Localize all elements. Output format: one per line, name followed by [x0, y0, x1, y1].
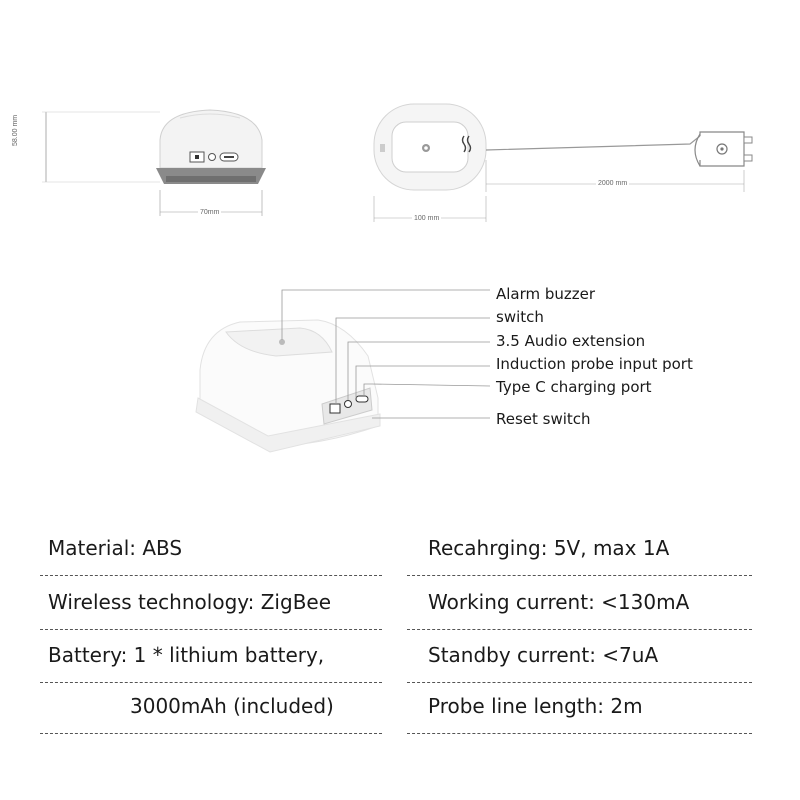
callout-alarm-buzzer: Alarm buzzer — [496, 285, 596, 303]
callout-reset-switch: Reset switch — [496, 410, 591, 428]
spec-battery: Battery: 1 * lithium battery, — [48, 643, 325, 667]
spec-divider — [40, 575, 382, 576]
callout-probe-input-port: Induction probe input port — [496, 355, 693, 373]
spec-divider — [407, 575, 752, 576]
cable-length-dimension-label: 2000 mm — [598, 180, 628, 187]
callout-audio-extension: 3.5 Audio extension — [496, 332, 646, 350]
spec-material: Material: ABS — [48, 536, 183, 560]
spec-divider — [407, 733, 752, 734]
front-width-dimension-label: 70mm — [200, 209, 220, 216]
spec-wireless: Wireless technology: ZigBee — [48, 590, 332, 614]
top-width-dimension-label: 100 mm — [414, 215, 440, 222]
callout-type-c-port: Type C charging port — [496, 378, 652, 396]
spec-standby-current: Standby current: <7uA — [428, 643, 659, 667]
callout-switch: switch — [496, 308, 544, 326]
spec-battery-capacity: 3000mAh (included) — [130, 694, 334, 718]
spec-divider — [407, 682, 752, 683]
spec-divider — [40, 733, 382, 734]
spec-divider — [407, 629, 752, 630]
spec-probe-line-length: Probe line length: 2m — [428, 694, 643, 718]
spec-divider — [40, 629, 382, 630]
spec-working-current: Working current: <130mA — [428, 590, 690, 614]
height-dimension-label: 58.00 mm — [12, 114, 19, 146]
spec-recharging: Recahrging: 5V, max 1A — [428, 536, 670, 560]
spec-divider — [40, 682, 382, 683]
